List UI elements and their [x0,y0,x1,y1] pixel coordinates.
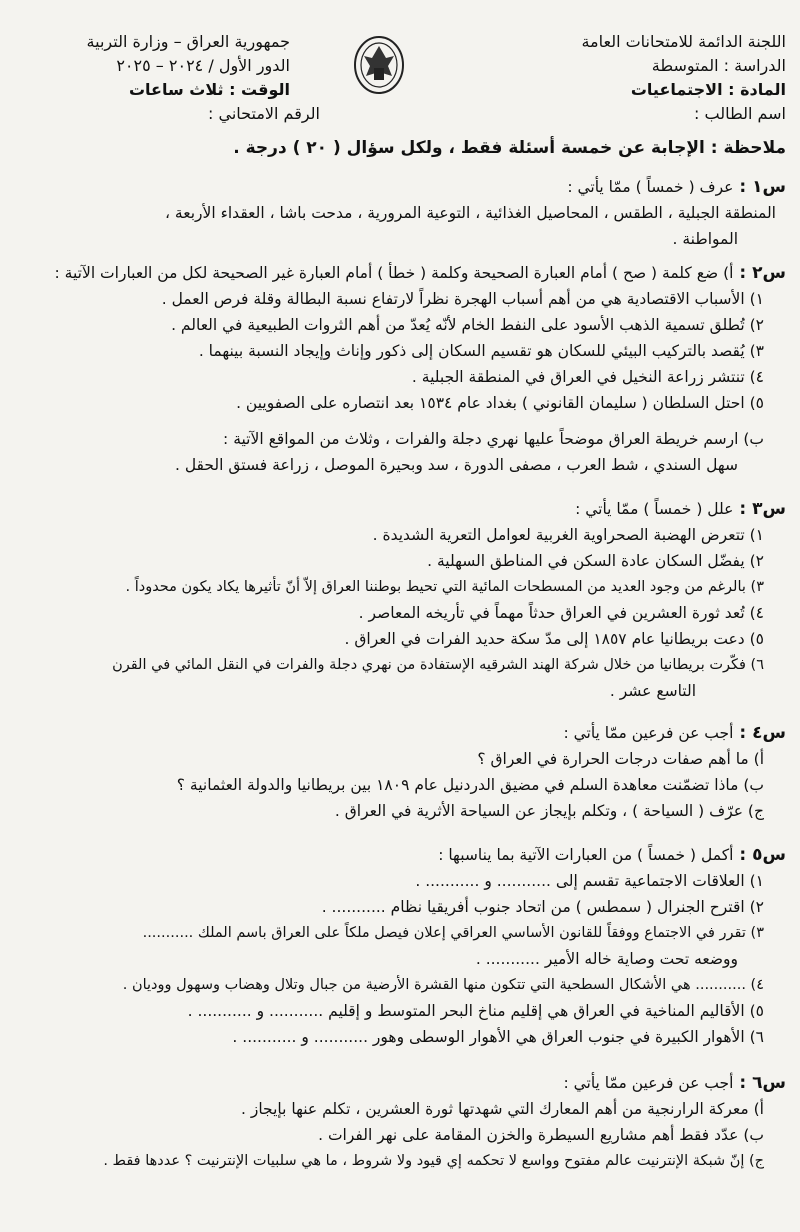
question-6 [6,1070,786,1174]
list-item: ١) العلاقات الاجتماعية تقسم إلى ........... و ........... . [415,872,764,890]
list-item: ٣) بالرغم من وجود العديد من المسطحات المائية التي تحيط بوطننا العراق إلاّ أنّ تأثيرها يكاد يكون محدوداً . [125,579,764,595]
list-item: ٢) يفضّل السكان عادة السكن في المناطق السهلية . [427,552,764,570]
ministry-name: جمهورية العراق – وزارة التربية [86,32,290,51]
iraq-emblem-icon [350,32,408,98]
question-number: س٣ : [739,499,786,519]
list-item: ١) الأسباب الاقتصادية هي من أهم أسباب الهجرة نظراً لارتفاع نسبة البطالة وقلة فرص العمل . [161,290,764,308]
question-5 [6,842,786,1050]
list-item: ٣) يُقصد بالتركيب البيئي للسكان هو تقسيم السكان إلى ذكور وإناث وإيجاد النسبة بينهما . [198,342,764,360]
question-1 [6,174,786,252]
list-item: ج) إنّ شبكة الإنترنيت عالم مفتوح وواسع لا تحكمه إي قيود ولا شروط ، ما هي سلبيات الإنترنيت ؟ عددها فقط . [103,1153,764,1169]
question-number: س٥ : [739,845,786,865]
exam-round: الدور الأول / ٢٠٢٤ – ٢٠٢٥ [116,56,290,75]
question-2 [6,260,786,478]
list-item: ج) عرّف ( السياحة ) ، وتكلم بإيجاز عن السياحة الأثرية في العراق . [334,802,764,820]
question-heading: أكمل ( خمساً ) من العبارات الآتية بما يناسبها : [438,846,734,864]
exam-number-label: الرقم الامتحاني : [208,104,320,123]
question-heading: عرف ( خمساً ) ممّا يأتي : [567,178,734,196]
list-item: المنطقة الجبلية ، الطقس ، المحاصيل الغذائية ، التوعية المرورية ، مدحت باشا ، العقداء الأربعة ، [165,204,776,222]
question-number: س٤ : [739,723,786,743]
list-item: ٥) احتل السلطان ( سليمان القانوني ) بغداد عام ١٥٣٤ بعد انتصاره على الصفويين . [236,394,764,412]
list-item: التاسع عشر . [609,682,696,700]
list-item: سهل السندي ، شط العرب ، مصفى الدورة ، سد وبحيرة الموصل ، زراعة فستق الحقل . [174,456,738,474]
question-number: س٢ : [739,263,786,283]
list-item: ٥) دعت بريطانيا عام ١٨٥٧ إلى مدّ سكة حديد الفرات في العراق . [344,630,764,648]
study-level: الدراسة : المتوسطة [651,56,786,75]
list-item: ب) ماذا تضمّنت معاهدة السلم في مضيق الدردنيل عام ١٨٠٩ بين بريطانيا والدولة العثمانية ؟ [176,776,764,794]
list-item: ٤) ........... هي الأشكال السطحية التي تتكون منها القشرة الأرضية من جبال وتلال وهضاب وسهول ووديان . [122,977,764,993]
subject: المادة : الاجتماعيات [630,80,786,99]
question-4 [6,720,786,824]
list-item: ١) تتعرض الهضبة الصحراوية الغربية لعوامل التعرية الشديدة . [372,526,764,544]
question-heading: أجب عن فرعين ممّا يأتي : [563,1074,734,1092]
list-item: ٦) فكّرت بريطانيا من خلال شركة الهند الشرقيه الإستفادة من نهري دجلة والفرات في النقل المائي في القرن [112,657,764,673]
list-item: ووضعه تحت وصاية خاله الأمير ........... . [475,950,738,968]
exam-time: الوقت : ثلاث ساعات [128,80,290,99]
list-item: ٤) تُعد ثورة العشرين في العراق حدثاً مهماً في تأريخه المعاصر . [358,604,764,622]
question-number: س٦ : [739,1073,786,1093]
list-item: ٦) الأهوار الكبيرة في جنوب العراق هي الأهوار الوسطى وهور ........... و ........... . [232,1028,764,1046]
list-item: ٢) تُطلق تسمية الذهب الأسود على النفط الخام لأنّه يُعدّ من أهم الثروات الطبيعية في العالم . [171,316,764,334]
list-item: أ) معركة الرارنجية من أهم المعارك التي شهدتها ثورة العشرين ، تكلم عنها بإيجاز . [241,1100,764,1118]
list-item: أ) ما أهم صفات درجات الحرارة في العراق ؟ [477,750,764,768]
question-3 [6,496,786,704]
header-left [40,30,290,102]
list-item: ٥) الأقاليم المناخية في العراق هي إقليم مناخ البحر المتوسط و إقليم ........... و ........... . [187,1002,764,1020]
header-right [536,30,786,126]
exam-note: ملاحظة : الإجابة عن خمسة أسئلة فقط ، ولكل سؤال ( ٢٠ ) درجة . [233,138,786,158]
question-heading: أجب عن فرعين ممّا يأتي : [563,724,734,742]
committee-name: اللجنة الدائمة للامتحانات العامة [581,32,786,51]
question-number: س١ : [739,177,786,197]
question-heading: علل ( خمساً ) ممّا يأتي : [575,500,734,518]
student-name-label: اسم الطالب : [694,104,786,123]
question-subheading: ب) ارسم خريطة العراق موضحاً عليها نهري دجلة والفرات ، وثلاث من المواقع الآتية : [223,430,764,448]
list-item: ٢) اقترح الجنرال ( سمطس ) من اتحاد جنوب أفريقيا نظام ........... . [321,898,764,916]
list-item: ٣) تقرر في الاجتماع ووفقاً للقانون الأساسي العراقي إعلان فيصل ملكاً على العراق باسم الملك ........... [142,925,764,941]
list-item: ب) عدّد فقط أهم مشاريع السيطرة والخزن المقامة على نهر الفرات . [318,1126,764,1144]
question-heading: أ) ضع كلمة ( صح ) أمام العبارة الصحيحة وكلمة ( خطأ ) أمام العبارة غير الصحيحة لكل من العبارات الآتية : [54,264,734,282]
list-item: المواطنة . [672,230,738,248]
list-item: ٤) تنتشر زراعة النخيل في العراق في المنطقة الجبلية . [411,368,764,386]
